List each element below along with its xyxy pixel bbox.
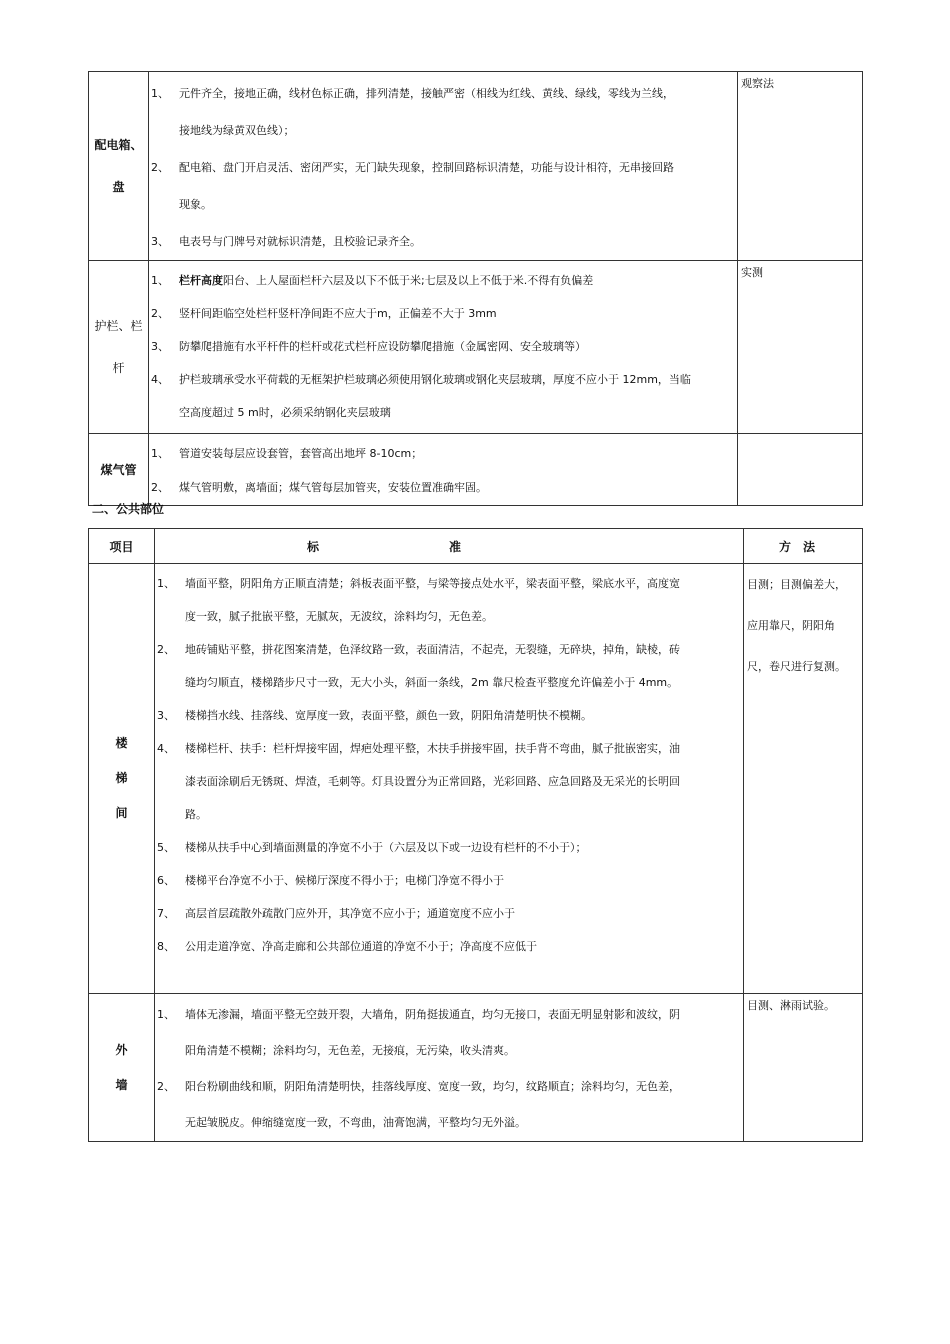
list-item <box>149 330 737 363</box>
row-label-char: 外 <box>115 1042 128 1057</box>
item-line <box>179 112 731 149</box>
row-method-line: 尺，卷尺进行复测。 <box>747 660 846 673</box>
item-line <box>185 831 737 864</box>
row-label <box>89 72 149 261</box>
item-line-text: 电表号与门牌号对就标识清楚，且校验记录齐全。 <box>179 235 421 248</box>
row-label-line: 煤气管 <box>100 462 137 477</box>
list-item <box>149 471 737 505</box>
list-item <box>155 567 743 633</box>
table-electrical-railing-gas <box>88 71 863 506</box>
item-line <box>179 149 731 186</box>
item-line <box>185 666 737 699</box>
row-label <box>89 994 155 1142</box>
item-line <box>185 798 737 831</box>
row-label-line: 配电箱、 <box>94 138 143 152</box>
item-line <box>179 330 731 363</box>
row-label-line: 杆 <box>112 361 125 375</box>
row-standard <box>149 434 738 506</box>
item-line <box>179 186 731 223</box>
item-line <box>185 1069 737 1105</box>
item-number: 1、 <box>151 87 169 100</box>
list-item <box>149 75 737 149</box>
list-item <box>149 264 737 297</box>
item-line-text: 阳台、上人屋面栏杆六层及以下不低于米;七层及以上不低于米.不得有负偏差 <box>223 274 594 287</box>
row-method: 实测 <box>738 261 863 434</box>
table-row <box>89 994 863 1142</box>
header-method: 方法 <box>744 529 863 564</box>
item-text <box>179 75 737 149</box>
row-method-line: 应用靠尺，阴阳角 <box>747 619 835 632</box>
table-public-areas <box>88 528 863 1142</box>
list-item <box>155 732 743 831</box>
item-line-text: 楼梯从扶手中心到墙面测量的净宽不小于（六层及以下或一边设有栏杆的不小于）； <box>185 841 587 854</box>
row-label-line: 护栏、栏 <box>94 319 143 333</box>
item-line-text: 阳角清楚不模糊；涂料均匀，无色差，无接痕，无污染，收头清爽。 <box>185 1044 515 1057</box>
item-number: 3、 <box>151 340 169 353</box>
item-text <box>179 471 737 505</box>
row-standard <box>155 564 744 994</box>
item-line <box>179 471 731 505</box>
item-text <box>185 864 743 897</box>
item-text <box>185 1069 743 1141</box>
item-line-text: 护栏玻璃承受水平荷载的无框架护栏玻璃必须使用钢化玻璃或钢化夹层玻璃，厚度不应小于 12mm，当临 <box>179 373 691 386</box>
list-item <box>155 1069 743 1141</box>
item-line-text: 楼梯平台净宽不小于、候梯厅深度不得小于；电梯门净宽不得小于 <box>185 874 504 887</box>
item-number: 4、 <box>157 742 175 755</box>
item-text <box>179 363 737 429</box>
item-text <box>185 567 743 633</box>
item-line-text: 度一致，腻子批嵌平整，无腻灰，无波纹，涂料均匀，无色差。 <box>185 610 493 623</box>
row-label <box>89 434 149 506</box>
item-line-text: 公用走道净宽、净高走廊和公共部位通道的净宽不小于；净高度不应低于 <box>185 940 537 953</box>
row-label <box>89 261 149 434</box>
item-bold-prefix: 栏杆高度 <box>179 274 223 287</box>
table-row <box>89 72 863 261</box>
item-line <box>179 297 731 330</box>
item-line <box>179 396 731 429</box>
row-standard <box>155 994 744 1142</box>
list-item <box>149 149 737 223</box>
item-line-text: 元件齐全，接地正确，线材色标正确，排列清楚，接触严密（相线为红线、黄线、绿线，零线为兰线， <box>179 87 674 100</box>
item-line <box>185 765 737 798</box>
item-line-text: 现象。 <box>179 198 212 211</box>
item-line-text: 阳台粉刷曲线和顺，阴阳角清楚明快，挂落线厚度、宽度一致，均匀，纹路顺直；涂料均匀，无色差， <box>185 1080 680 1093</box>
item-line-text: 楼梯挡水线、挂落线、宽厚度一致，表面平整，颜色一致，阴阳角清楚明快不模糊。 <box>185 709 592 722</box>
row-method <box>744 994 863 1142</box>
list-item <box>155 699 743 732</box>
item-line-text: 煤气管明敷，离墙面；煤气管每层加管夹，安装位置准确牢固。 <box>179 481 487 494</box>
row-label-line: 盘 <box>112 180 125 194</box>
list-item <box>155 864 743 897</box>
row-standard <box>149 261 738 434</box>
item-text <box>179 330 737 363</box>
item-text <box>185 633 743 699</box>
item-number: 7、 <box>157 907 175 920</box>
item-text <box>179 149 737 223</box>
item-number: 6、 <box>157 874 175 887</box>
list-item <box>155 930 743 963</box>
item-line-text: 路。 <box>185 808 207 821</box>
item-number: 1、 <box>157 577 175 590</box>
item-text <box>179 437 737 471</box>
item-line <box>179 264 731 297</box>
item-line <box>185 1105 737 1141</box>
item-number: 2、 <box>157 1080 175 1093</box>
table-row <box>89 434 863 506</box>
item-text <box>185 897 743 930</box>
item-text <box>179 297 737 330</box>
list-item <box>155 633 743 699</box>
item-number: 8、 <box>157 940 175 953</box>
item-number: 1、 <box>151 274 169 287</box>
list-item <box>149 223 737 260</box>
header-item: 项目 <box>89 529 155 564</box>
item-line-text: 地砖铺贴平整，拼花图案清楚，色泽纹路一致，表面清洁，不起壳，无裂缝，无碎块，掉角，缺棱，砖 <box>185 643 680 656</box>
section-title: 二、公共部位 <box>92 502 165 516</box>
item-text <box>185 732 743 831</box>
item-line-text: 墙体无渗漏，墙面平整无空鼓开裂，大墙角，阴角挺拔通直，均匀无接口，表面无明显射影和波纹，阴 <box>185 1008 680 1021</box>
item-text <box>179 223 737 260</box>
table-row <box>89 564 863 994</box>
item-text <box>185 930 743 963</box>
list-item <box>155 897 743 930</box>
item-line <box>185 567 737 600</box>
item-line-text: 竖杆间距临空处栏杆竖杆净间距不应大于m，正偏差不大于 3mm <box>179 307 497 320</box>
list-item <box>149 297 737 330</box>
item-line-text: 漆表面涂刷后无锈斑、焊渣，毛刺等。灯具设置分为正常回路，光彩回路、应急回路及无采光的长明回 <box>185 775 680 788</box>
item-text <box>185 831 743 864</box>
row-method-line: 目测；目测偏差大， <box>747 578 846 591</box>
item-line <box>185 633 737 666</box>
item-line-text: 接地线为绿黄双色线）； <box>179 124 295 137</box>
item-number: 2、 <box>157 643 175 656</box>
row-label-char: 间 <box>115 806 128 820</box>
row-label-char: 墙 <box>115 1077 128 1092</box>
item-number: 3、 <box>157 709 175 722</box>
item-line-text: 缝均匀顺直，楼梯踏步尺寸一致，无大小头，斜面一条线，2m 靠尺检查平整度允许偏差小于 4mm。 <box>185 676 679 689</box>
row-method <box>738 434 863 506</box>
item-line <box>185 699 737 732</box>
item-number: 1、 <box>151 447 169 460</box>
table-row <box>89 261 863 434</box>
item-line <box>179 363 731 396</box>
item-line-text: 管道安装每层应设套管，套管高出地坪 8-10cm； <box>179 447 423 460</box>
item-number: 5、 <box>157 841 175 854</box>
item-text <box>179 264 737 297</box>
list-item <box>149 363 737 429</box>
item-line <box>185 732 737 765</box>
header-standard: 标准 <box>155 529 744 564</box>
list-item <box>155 831 743 864</box>
item-line-text: 配电箱、盘门开启灵活、密闭严实，无门缺失现象，控制回路标识清楚，功能与设计相符，无串接回路 <box>179 161 674 174</box>
item-line <box>185 997 737 1033</box>
item-text <box>185 997 743 1069</box>
item-line-text: 楼梯栏杆、扶手：栏杆焊接牢固，焊疤处理平整，木扶手拼接牢固，扶手背不弯曲，腻子批嵌密实，油 <box>185 742 680 755</box>
row-label-char: 梯 <box>115 771 128 785</box>
item-number: 4、 <box>151 373 169 386</box>
item-line-text: 无起皱脱皮。伸缩缝宽度一致，不弯曲，油膏饱满，平整均匀无外溢。 <box>185 1116 526 1129</box>
item-number: 2、 <box>151 161 169 174</box>
row-standard <box>149 72 738 261</box>
row-method-line: 目测、淋雨试验。 <box>747 999 835 1012</box>
item-line-text: 防攀爬措施有水平杆件的栏杆或花式栏杆应设防攀爬措施（金属密网、安全玻璃等） <box>179 340 586 353</box>
item-number: 2、 <box>151 307 169 320</box>
item-line-text: 高层首层疏散外疏散门应外开，其净宽不应小于；通道宽度不应小于 <box>185 907 515 920</box>
item-line <box>179 437 731 471</box>
item-number: 1、 <box>157 1008 175 1021</box>
item-line <box>185 600 737 633</box>
item-line <box>179 75 731 112</box>
item-line <box>185 1033 737 1069</box>
row-method: 观察法 <box>738 72 863 261</box>
item-line <box>185 930 737 963</box>
item-line-text: 墙面平整，阴阳角方正顺直清楚；斜板表面平整，与梁等接点处水平，梁表面平整，梁底水平，高度宽 <box>185 577 680 590</box>
item-number: 3、 <box>151 235 169 248</box>
item-line <box>179 223 731 260</box>
row-label <box>89 564 155 994</box>
item-line <box>185 897 737 930</box>
list-item <box>149 437 737 471</box>
item-number: 2、 <box>151 481 169 494</box>
list-item <box>155 997 743 1069</box>
row-method <box>744 564 863 994</box>
item-line-text: 空高度超过 5 m时，必须采纳钢化夹层玻璃 <box>179 406 391 419</box>
item-line <box>185 864 737 897</box>
row-label-char: 楼 <box>115 736 128 750</box>
item-text <box>185 699 743 732</box>
